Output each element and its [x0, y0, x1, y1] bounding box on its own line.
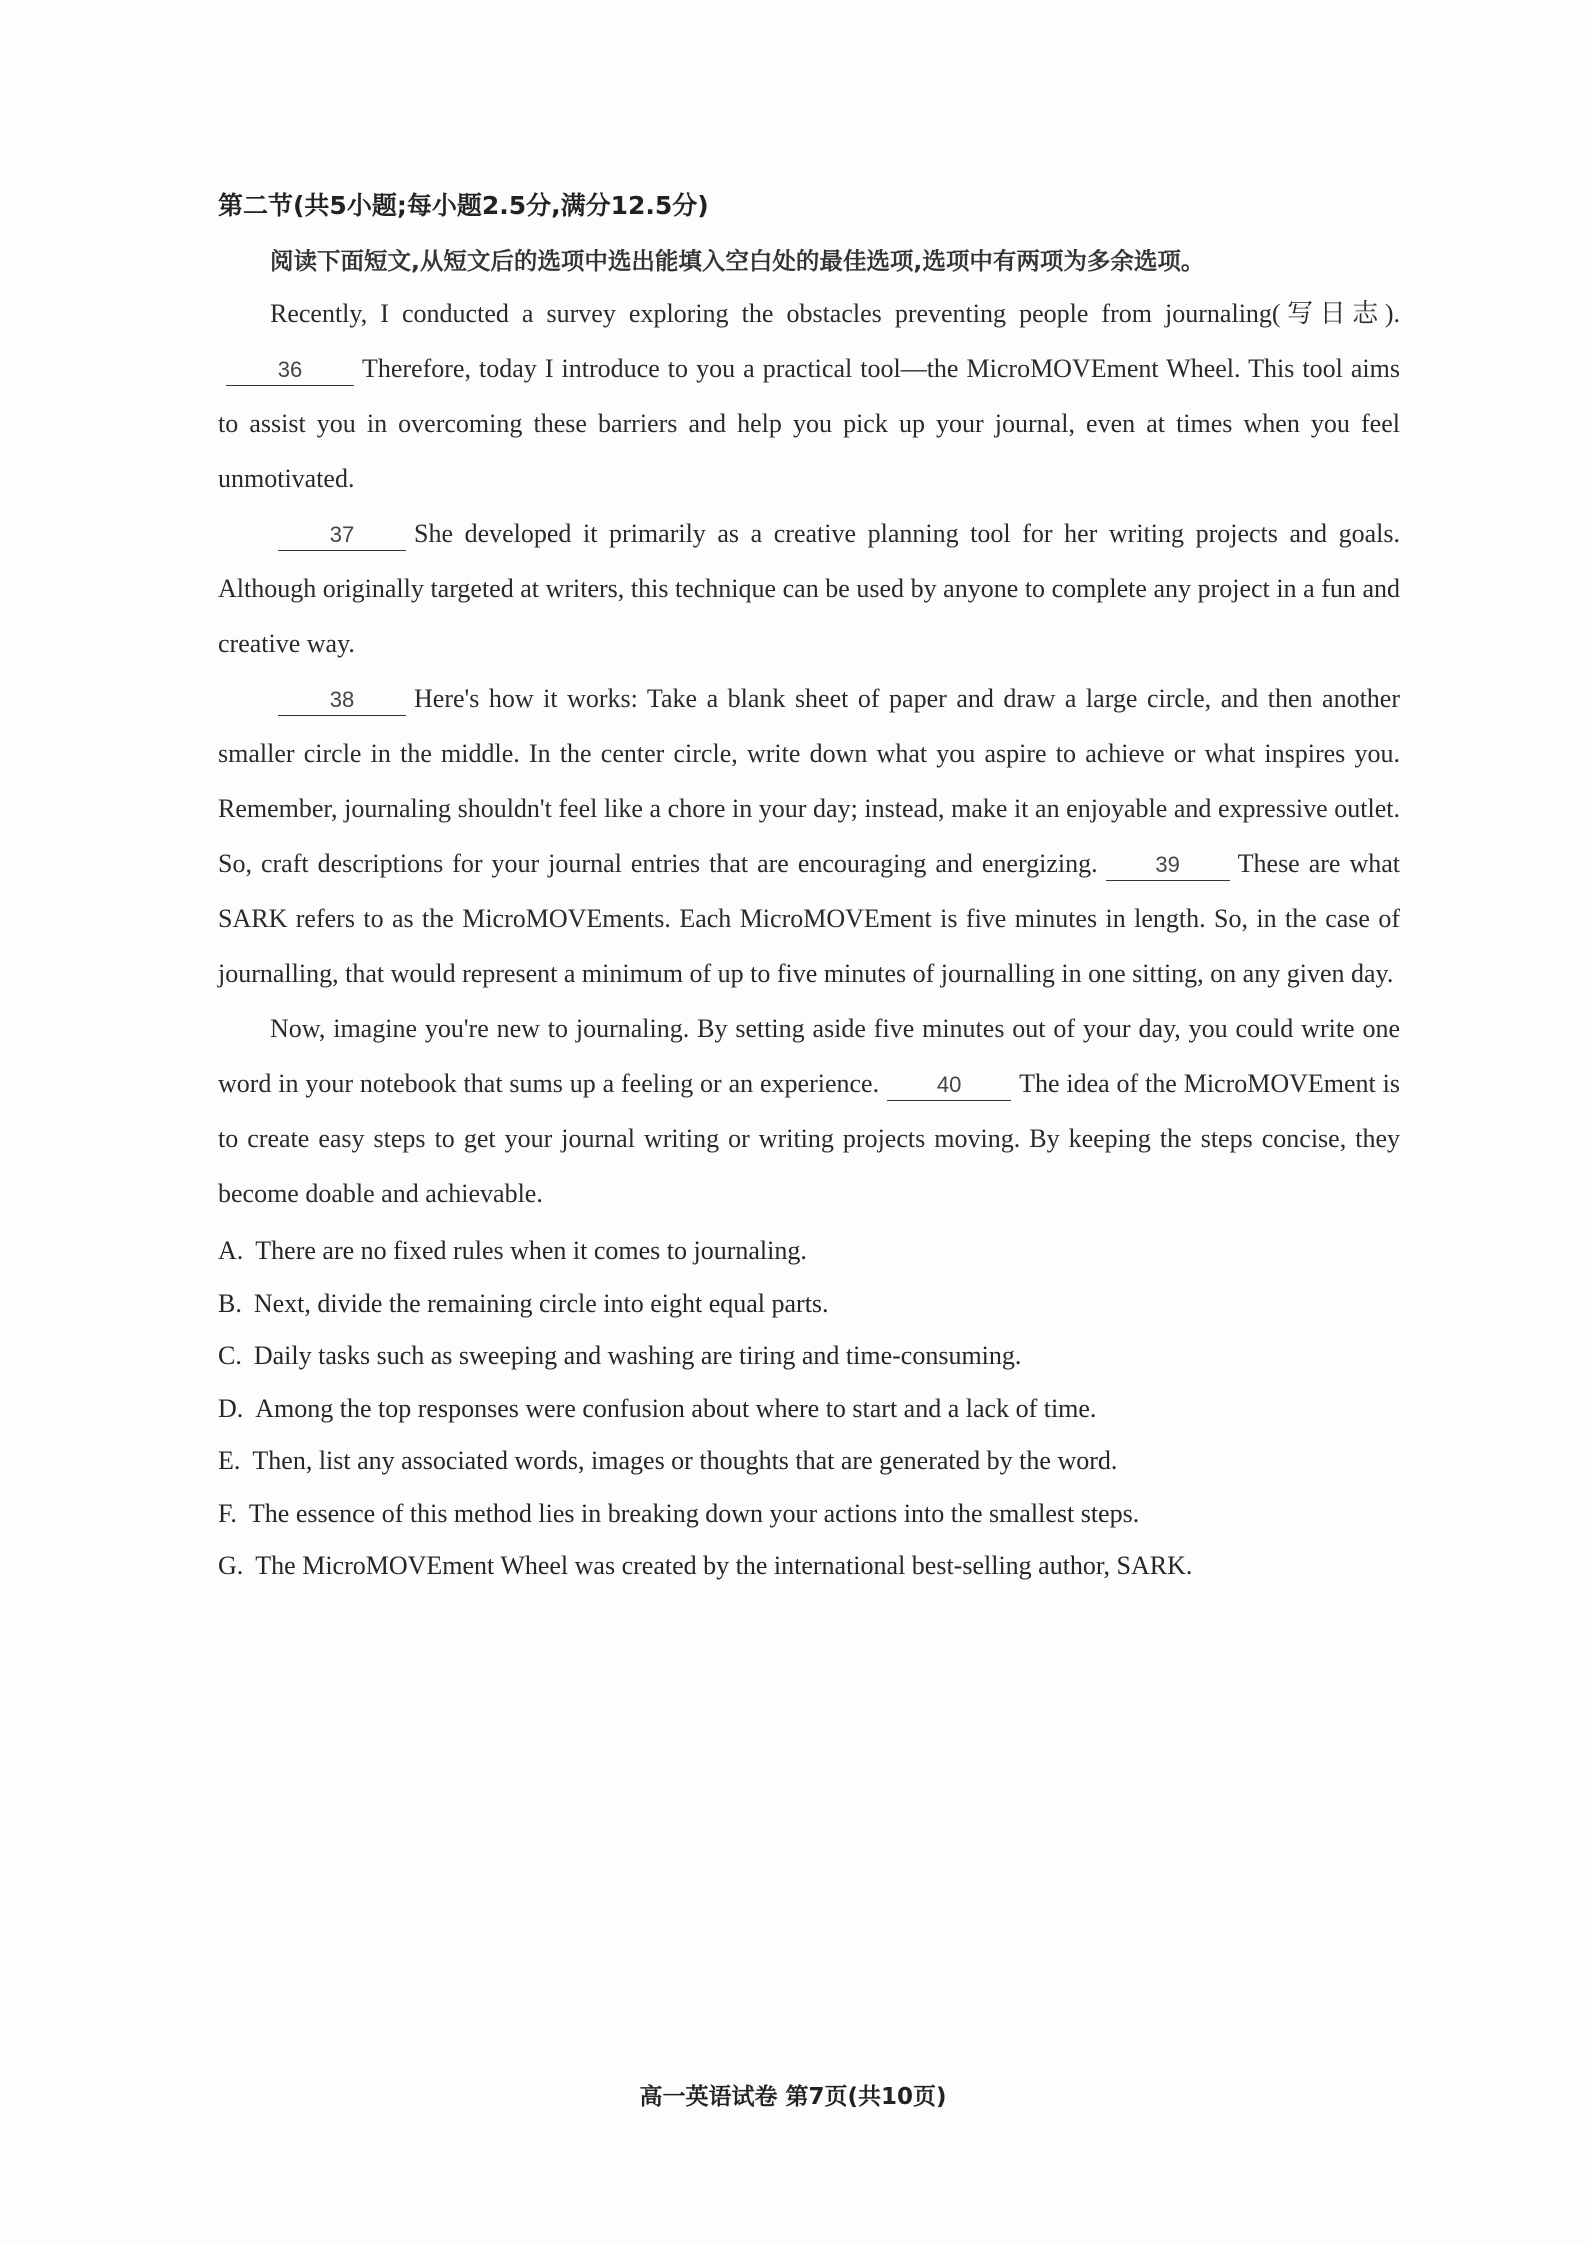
option-letter: C.	[218, 1341, 242, 1370]
option-letter: A.	[218, 1236, 244, 1265]
p4-text-before: Now, imagine you're new to journaling. By setting aside five minutes out of your day, you could write one word in your notebook that sums up a feeling or an experience.	[218, 1014, 1400, 1098]
section-title: 第二节(共5小题;每小题2.5分,满分12.5分)	[218, 191, 709, 220]
option-text: Daily tasks such as sweeping and washing are tiring and time-consuming.	[253, 1341, 1022, 1370]
p1-text-before: Recently, I conducted a survey exploring the obstacles preventing people from journaling(写日志).	[270, 299, 1400, 328]
option-text: Next, divide the remaining circle into eight equal parts.	[253, 1288, 829, 1318]
p4-text-after: The idea of the MicroMOVEment is to create easy steps to get your journal writing or writing projects moving. By keeping the steps concise, they become doable and achievable.	[218, 1069, 1400, 1208]
option-e	[218, 1435, 1400, 1488]
option-letter: B.	[218, 1288, 242, 1318]
p3-text-after: These are what SARK refers to as the MicroMOVEments. Each MicroMOVEment is five minutes in length. So, in the case of journalling, that would represent a minimum of up to five minutes of journalling in one sitting, on any given day.	[218, 849, 1400, 988]
blank-36: 36	[226, 355, 354, 386]
option-text: Among the top responses were confusion about where to start and a lack of time.	[255, 1393, 1097, 1423]
answer-options	[218, 1225, 1400, 1593]
blank-38: 38	[278, 685, 406, 716]
option-letter: D.	[218, 1393, 244, 1423]
option-letter: F.	[218, 1498, 237, 1528]
option-g	[218, 1540, 1400, 1593]
blank-37: 37	[278, 520, 406, 551]
option-text: The MicroMOVEment Wheel was created by the international best-selling author, SARK.	[255, 1551, 1193, 1580]
passage-paragraph-3	[218, 671, 1400, 1001]
page-content	[218, 186, 1400, 1593]
blank-40: 40	[887, 1070, 1011, 1101]
option-text: Then, list any associated words, images or thoughts that are generated by the word.	[252, 1446, 1118, 1475]
option-c	[218, 1330, 1400, 1383]
passage-paragraph-4	[218, 1001, 1400, 1221]
blank-39: 39	[1106, 850, 1230, 881]
option-a	[218, 1225, 1400, 1278]
page-footer: 高一英语试卷 第7页(共10页)	[639, 2084, 947, 2110]
instructions: 阅读下面短文,从短文后的选项中选出能填入空白处的最佳选项,选项中有两项为多余选项。	[270, 247, 1205, 275]
option-letter: G.	[218, 1551, 244, 1580]
option-d	[218, 1383, 1400, 1436]
option-f	[218, 1488, 1400, 1541]
passage-paragraph-1	[218, 286, 1400, 506]
passage-paragraph-2	[218, 506, 1400, 671]
p3-text-before: Here's how it works: Take a blank sheet of paper and draw a large circle, and then another smaller circle in the middle. In the center circle, write down what you aspire to achieve or what inspires you. Remember, journaling shouldn't feel like a chore in your day; instead, make it an enjoyable and expressive outlet. So, craft descriptions for your journal entries that are encouraging and energizing.	[218, 684, 1400, 878]
p2-text-after: She developed it primarily as a creative planning tool for her writing projects and goals. Although originally targeted at writers, this technique can be used by anyone to complete any project in a fun and creative way.	[218, 519, 1400, 658]
option-letter: E.	[218, 1446, 241, 1475]
option-text: The essence of this method lies in breaking down your actions into the smallest steps.	[248, 1498, 1140, 1528]
option-text: There are no fixed rules when it comes to journaling.	[255, 1236, 807, 1265]
p1-text-after: Therefore, today I introduce to you a practical tool—the MicroMOVEment Wheel. This tool aims to assist you in overcoming these barriers and help you pick up your journal, even at times when you feel unmotivated.	[218, 354, 1400, 493]
option-b	[218, 1278, 1400, 1331]
